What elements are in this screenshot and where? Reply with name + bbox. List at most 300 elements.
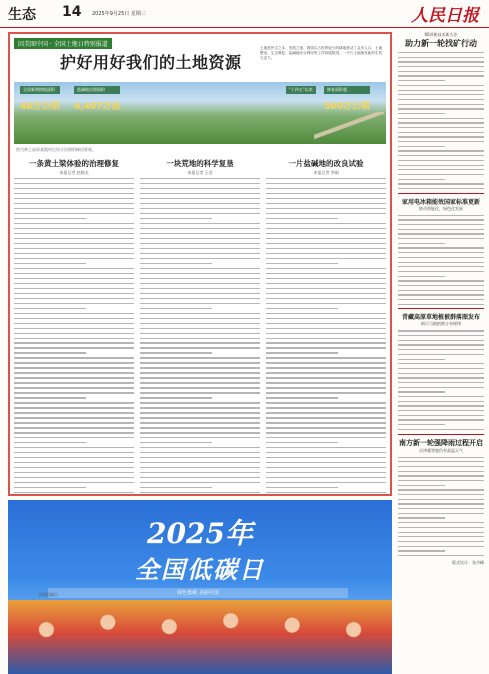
text-line — [398, 52, 484, 53]
text-line — [266, 457, 386, 458]
text-line — [14, 482, 134, 483]
text-line — [398, 349, 484, 350]
text-line — [266, 243, 386, 244]
text-line — [140, 323, 260, 324]
news-subtitle: 京津冀等地仍有高温天气 — [419, 447, 463, 453]
text-line — [266, 412, 386, 413]
text-line — [266, 258, 386, 259]
text-line — [398, 247, 484, 248]
text-line — [266, 427, 386, 428]
text-line — [266, 218, 338, 219]
text-line — [398, 503, 484, 504]
text-line — [398, 280, 484, 281]
news-body — [398, 52, 484, 189]
text-line — [398, 373, 484, 374]
text-line — [398, 480, 484, 481]
text-line — [140, 308, 212, 309]
text-line — [398, 238, 484, 239]
text-line — [398, 304, 484, 305]
stat-restored-area — [324, 86, 370, 113]
text-line — [398, 294, 484, 295]
text-line — [140, 228, 260, 229]
stat-value: 4,407万亩 — [74, 102, 121, 112]
text-line — [398, 513, 484, 514]
text-line — [398, 527, 484, 528]
stat-new-farmland — [20, 86, 60, 113]
text-line — [266, 467, 386, 468]
text-line — [140, 362, 260, 363]
text-line — [398, 485, 445, 486]
text-line — [140, 422, 260, 423]
text-line — [140, 347, 260, 348]
text-line — [266, 407, 386, 408]
text-line — [266, 228, 386, 229]
text-line — [398, 354, 484, 355]
text-line — [140, 203, 260, 204]
text-line — [266, 183, 386, 184]
text-line — [398, 290, 484, 291]
text-line — [140, 472, 260, 473]
text-line — [398, 405, 484, 406]
news-headline: 南方新一轮强降雨过程开启 — [399, 437, 483, 447]
text-line — [14, 278, 134, 279]
news-subtitle: 66项新技术新方法 — [424, 32, 458, 37]
text-line — [266, 278, 386, 279]
text-line — [398, 330, 484, 331]
news-subtitle: 揭示当地植被分布规律 — [421, 321, 461, 327]
text-line — [266, 268, 386, 269]
text-line — [14, 283, 134, 284]
text-line — [14, 472, 134, 473]
text-line — [14, 387, 134, 388]
text-line — [140, 233, 260, 234]
text-line — [140, 253, 260, 254]
article-body — [140, 178, 260, 497]
text-line — [398, 252, 484, 253]
stat-caption: "十四五"以来 — [286, 86, 316, 94]
text-line — [140, 218, 212, 219]
text-line — [398, 522, 484, 523]
text-line — [398, 257, 484, 258]
text-line — [398, 141, 484, 142]
text-line — [266, 273, 386, 274]
text-line — [140, 402, 260, 403]
issue-date: 2025年9月25日 星期三 — [92, 11, 146, 17]
news-body — [398, 457, 484, 557]
text-line — [14, 303, 134, 304]
text-line — [140, 482, 260, 483]
text-line — [398, 508, 484, 509]
text-line — [398, 299, 484, 300]
text-line — [14, 313, 134, 314]
text-line — [14, 492, 134, 493]
text-line — [398, 132, 484, 133]
text-line — [398, 382, 484, 383]
text-line — [266, 422, 386, 423]
text-line — [266, 303, 386, 304]
text-line — [140, 198, 260, 199]
news-headline: 家用电冰箱能效国家标准更新 — [401, 198, 480, 206]
hero-road-shape — [314, 112, 384, 142]
text-line — [140, 328, 260, 329]
text-line — [398, 219, 484, 220]
text-line — [266, 487, 338, 488]
text-line — [14, 467, 134, 468]
text-line — [14, 362, 134, 363]
text-line — [266, 352, 338, 353]
stat-caption: 修复面积超 — [324, 86, 370, 94]
text-line — [140, 243, 260, 244]
text-line — [14, 178, 134, 179]
text-line — [14, 422, 134, 423]
photo-caption: 图为黄土高原某地经过综合治理的梯田景观。 — [16, 147, 96, 152]
text-line — [140, 382, 260, 383]
text-line — [140, 273, 260, 274]
text-line — [398, 285, 484, 286]
text-line — [266, 417, 386, 418]
text-line — [140, 407, 260, 408]
news-subtitle: 推动智能化、绿色化发展 — [419, 205, 463, 211]
text-line — [398, 215, 484, 216]
text-line — [398, 377, 484, 378]
text-line — [14, 333, 134, 334]
text-line — [398, 546, 484, 547]
text-line — [398, 340, 484, 341]
text-line — [140, 223, 260, 224]
text-line — [14, 288, 134, 289]
poster-photo-children — [8, 600, 392, 674]
text-line — [398, 271, 484, 272]
stat-value: 500万公顷 — [324, 102, 370, 112]
left-bottom-article — [8, 592, 88, 598]
article-title: 一条黄土梁体验的治理修复 — [29, 159, 119, 168]
divider — [398, 434, 484, 435]
text-line — [266, 293, 386, 294]
article-kicker: 全国低碳日 — [38, 592, 58, 597]
text-line — [14, 228, 134, 229]
text-line — [140, 477, 260, 478]
text-line — [398, 475, 484, 476]
text-line — [14, 213, 134, 214]
text-line — [266, 372, 386, 373]
text-line — [398, 359, 445, 360]
text-line — [140, 238, 260, 239]
feature-section — [8, 32, 392, 496]
text-line — [140, 372, 260, 373]
text-line — [14, 208, 134, 209]
text-line — [14, 243, 134, 244]
text-line — [14, 203, 134, 204]
text-line — [398, 368, 484, 369]
poster-year: 2025年 — [147, 517, 253, 550]
text-line — [140, 213, 260, 214]
text-line — [266, 347, 386, 348]
text-line — [14, 298, 134, 299]
text-line — [266, 203, 386, 204]
article-byline: 本报记者 王浩 — [187, 170, 213, 175]
text-line — [266, 442, 338, 443]
text-line — [266, 402, 386, 403]
text-line — [266, 263, 338, 264]
text-line — [266, 198, 386, 199]
text-line — [140, 377, 260, 378]
text-line — [14, 432, 134, 433]
text-line — [140, 467, 260, 468]
page-credits: 版式设计：张丹峰 — [452, 559, 484, 565]
article-title: 一片盐碱地的改良试验 — [288, 159, 364, 168]
text-line — [14, 377, 134, 378]
text-line — [266, 392, 386, 393]
text-line — [398, 391, 445, 392]
newspaper-logo: 人民日报 — [411, 6, 479, 26]
text-line — [398, 179, 445, 180]
text-line — [266, 313, 386, 314]
text-line — [14, 238, 134, 239]
text-line — [266, 238, 386, 239]
text-line — [398, 419, 484, 420]
text-line — [140, 492, 260, 493]
page-number: 14 — [62, 4, 82, 20]
text-line — [398, 494, 484, 495]
text-line — [14, 268, 134, 269]
text-line — [398, 174, 484, 175]
text-line — [266, 213, 386, 214]
news-headline: 助力新一轮找矿行动 — [405, 38, 477, 48]
text-line — [398, 224, 484, 225]
text-line — [398, 136, 484, 137]
text-line — [398, 71, 484, 72]
text-line — [398, 233, 484, 234]
news-body — [398, 215, 484, 305]
text-line — [266, 362, 386, 363]
text-line — [398, 155, 484, 156]
text-line — [398, 471, 484, 472]
text-line — [398, 75, 484, 76]
text-line — [398, 169, 484, 170]
text-line — [14, 183, 134, 184]
text-line — [14, 248, 134, 249]
text-line — [266, 447, 386, 448]
text-line — [398, 499, 484, 500]
text-line — [14, 253, 134, 254]
feature-title: 护好用好我们的土地资源 — [60, 53, 242, 72]
text-line — [14, 218, 86, 219]
text-line — [140, 293, 260, 294]
text-line — [14, 417, 134, 418]
text-line — [266, 472, 386, 473]
hero-photo — [14, 82, 386, 144]
text-line — [398, 243, 445, 244]
stat-saline-land — [74, 86, 120, 113]
text-line — [266, 288, 386, 289]
text-line — [398, 146, 445, 147]
text-line — [398, 335, 484, 336]
text-line — [140, 412, 260, 413]
text-line — [14, 452, 134, 453]
text-line — [266, 338, 386, 339]
text-line — [398, 457, 484, 458]
text-line — [398, 183, 484, 184]
text-line — [14, 372, 134, 373]
text-line — [140, 387, 260, 388]
text-line — [14, 233, 134, 234]
text-line — [266, 333, 386, 334]
text-line — [140, 432, 260, 433]
text-line — [140, 263, 212, 264]
text-line — [140, 193, 260, 194]
text-line — [266, 382, 386, 383]
text-line — [14, 357, 134, 358]
text-line — [140, 258, 260, 259]
text-line — [140, 357, 260, 358]
text-line — [398, 80, 445, 81]
text-line — [398, 85, 484, 86]
text-line — [140, 248, 260, 249]
text-line — [14, 342, 134, 343]
text-line — [266, 178, 386, 179]
text-line — [140, 442, 212, 443]
text-line — [266, 188, 386, 189]
text-line — [14, 273, 134, 274]
stat-caption: 全国新增耕地面积 — [20, 86, 60, 94]
feature-tag: 因美图中国 · 全国土地日特别报道 — [14, 38, 112, 49]
text-line — [140, 427, 260, 428]
text-line — [398, 387, 484, 388]
text-line — [140, 288, 260, 289]
text-line — [398, 57, 484, 58]
right-news-column — [398, 32, 484, 566]
text-line — [140, 303, 260, 304]
text-line — [140, 447, 260, 448]
text-line — [14, 367, 134, 368]
news-body — [398, 330, 484, 430]
text-line — [140, 392, 260, 393]
text-line — [398, 188, 484, 189]
text-line — [266, 283, 386, 284]
text-line — [14, 188, 134, 189]
text-line — [14, 308, 86, 309]
text-line — [140, 283, 260, 284]
text-line — [398, 61, 484, 62]
divider — [398, 193, 484, 194]
text-line — [398, 536, 484, 537]
text-line — [14, 442, 86, 443]
text-line — [266, 193, 386, 194]
text-line — [14, 402, 134, 403]
text-line — [140, 452, 260, 453]
news-headline: 青藏高原草地植被群落图发布 — [401, 314, 480, 322]
text-line — [398, 424, 445, 425]
text-line — [398, 262, 484, 263]
text-line — [140, 462, 260, 463]
text-line — [398, 160, 484, 161]
text-line — [140, 367, 260, 368]
stat-caption: 盐碱地治理面积 — [74, 86, 120, 94]
text-line — [398, 229, 484, 230]
stat-value: 48万公顷 — [20, 102, 60, 112]
feature-intro: 土地是民生之本、发展之基。我国以占世界较少的耕地养活了众多人口，土地整治、生态修复、盐碱地综合利用等工作持续推进，一片片土地焕发新的生机与活力。 — [260, 46, 383, 60]
text-line — [266, 387, 386, 388]
text-line — [398, 104, 484, 105]
text-line — [140, 183, 260, 184]
poster-slogan: 全国低碳日 — [135, 555, 265, 584]
text-line — [398, 532, 484, 533]
text-line — [14, 352, 86, 353]
text-line — [14, 477, 134, 478]
text-line — [398, 118, 484, 119]
text-line — [266, 308, 338, 309]
text-line — [398, 108, 484, 109]
text-line — [266, 357, 386, 358]
text-line — [266, 233, 386, 234]
text-line — [398, 276, 445, 277]
text-line — [140, 342, 260, 343]
article-title: 一块荒地的科学复垦 — [166, 159, 234, 168]
stat-period — [286, 86, 316, 94]
text-line — [398, 113, 445, 114]
text-line — [266, 377, 386, 378]
text-line — [14, 447, 134, 448]
text-line — [398, 99, 484, 100]
text-line — [398, 165, 484, 166]
text-line — [266, 223, 386, 224]
section-name: 生态 — [8, 7, 36, 23]
text-line — [14, 437, 134, 438]
text-line — [398, 94, 484, 95]
text-line — [398, 344, 484, 345]
text-line — [14, 328, 134, 329]
text-line — [14, 487, 86, 488]
text-line — [140, 268, 260, 269]
text-line — [398, 66, 484, 67]
text-line — [266, 437, 386, 438]
text-line — [140, 338, 260, 339]
text-line — [398, 429, 484, 430]
text-line — [140, 318, 260, 319]
text-line — [266, 208, 386, 209]
text-line — [398, 461, 484, 462]
text-line — [266, 367, 386, 368]
text-line — [266, 432, 386, 433]
text-line — [140, 437, 260, 438]
low-carbon-poster — [8, 500, 392, 674]
text-line — [14, 198, 134, 199]
text-line — [398, 555, 484, 556]
text-line — [14, 412, 134, 413]
text-line — [140, 208, 260, 209]
text-line — [266, 477, 386, 478]
text-line — [398, 122, 484, 123]
text-line — [398, 489, 484, 490]
text-line — [14, 382, 134, 383]
text-line — [14, 392, 134, 393]
text-line — [398, 410, 484, 411]
text-line — [266, 397, 338, 398]
text-line — [398, 401, 484, 402]
article-body — [14, 178, 134, 497]
text-line — [266, 323, 386, 324]
poster-strip: 绿色低碳 美丽中国 — [48, 588, 348, 598]
text-line — [266, 248, 386, 249]
text-line — [266, 342, 386, 343]
text-line — [398, 550, 445, 551]
text-line — [14, 263, 86, 264]
text-line — [14, 347, 134, 348]
text-line — [140, 457, 260, 458]
text-line — [140, 313, 260, 314]
text-line — [398, 517, 445, 518]
text-line — [14, 397, 86, 398]
